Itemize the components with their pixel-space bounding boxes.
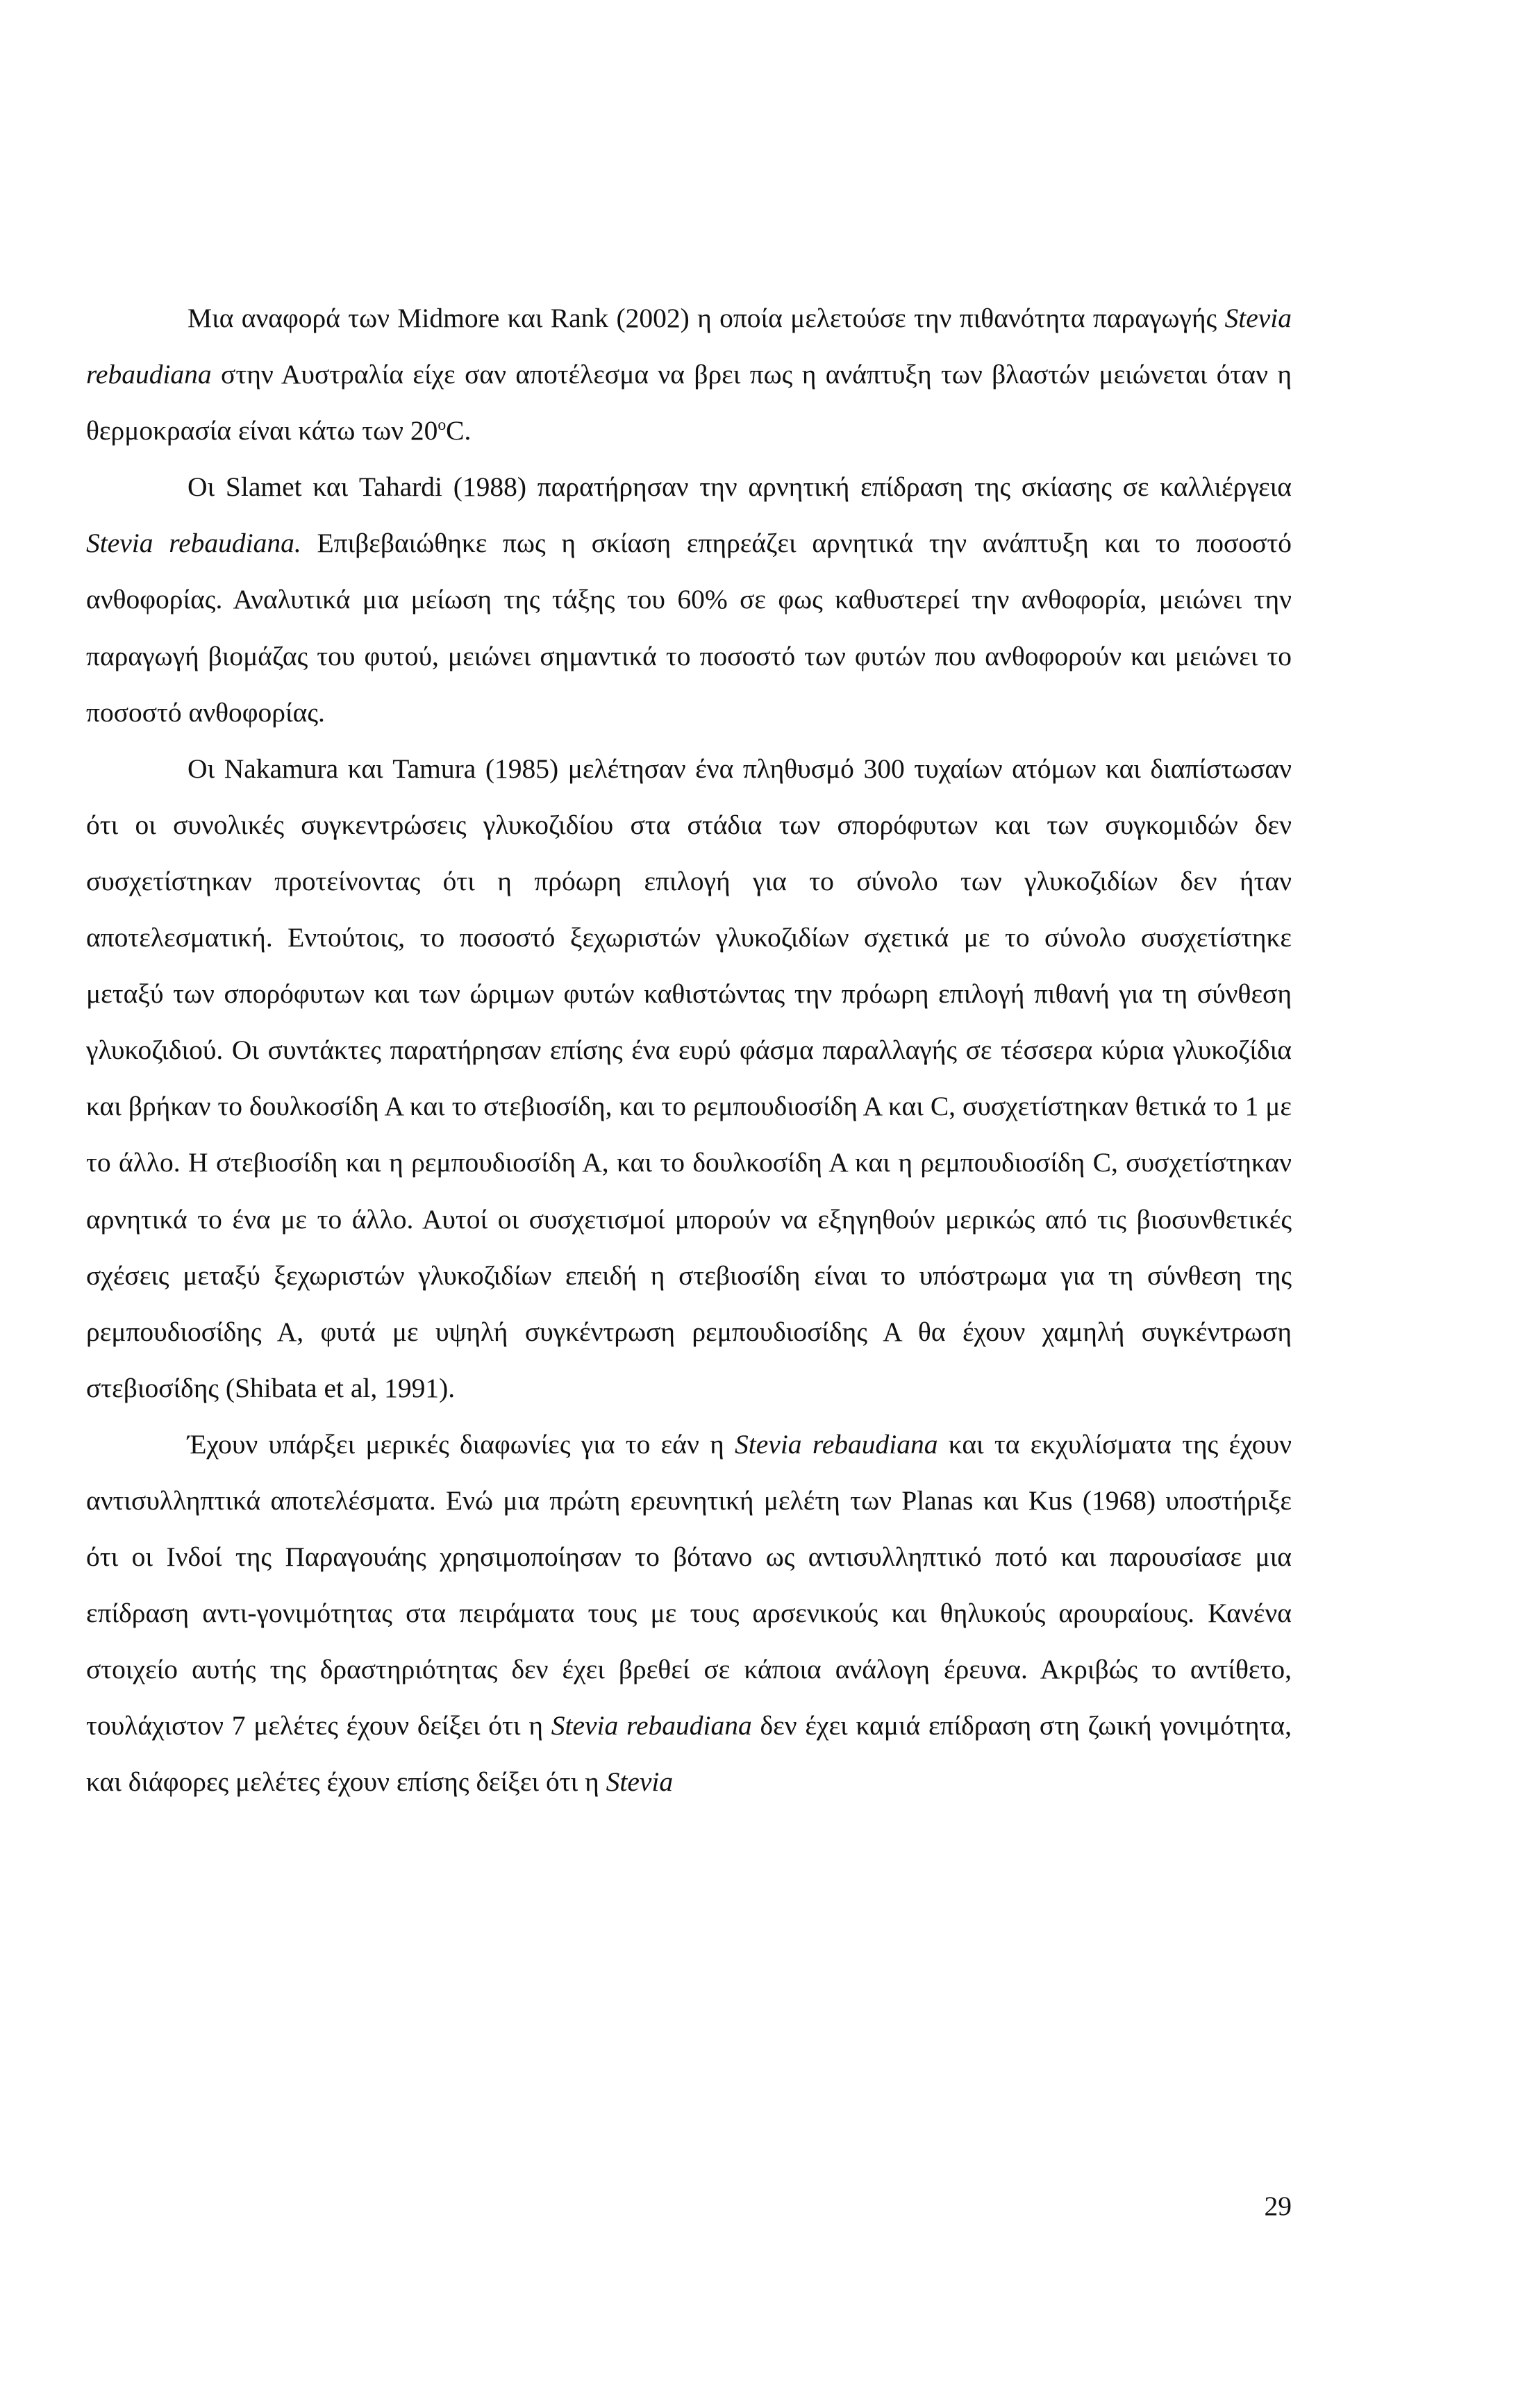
species-name-italic: Stevia rebaudiana	[735, 1428, 938, 1460]
text-run: δεν έχει καμιά επίδραση στη ζωική γονιμότητα, και διάφορες μελέτες έχουν επίσης δείξει ότι η	[86, 1710, 1292, 1798]
text-run: και τα εκχυλίσματα της έχουν αντισυλληπτικά αποτελέσματα. Ενώ μια πρώτη ερευνητική μελέτη των Planas και Kus (1968) υποστήριξε ότι οι Ινδοί της Παραγουάης χρησιμοποίησαν το βότανο ως αντισυλληπτικό ποτό και παρουσίασε μια επίδραση αντι-γονιμότητας στα πειράματα τους με τους αρσενικούς και θηλυκούς αρουραίους. Κανένα στοιχείο αυτής της δραστηριότητας δεν έχει βρεθεί σε κάποια ανάλογη έρευνα. Ακριβώς το αντίθετο, τουλάχιστον 7 μελέτες έχουν δείξει ότι η	[86, 1428, 1292, 1741]
text-run: Επιβεβαιώθηκε πως η σκίαση επηρεάζει αρνητικά την ανάπτυξη και το ποσοστό ανθοφορίας. Αναλυτικά μια μείωση της τάξης του 60% σε φως καθυστερεί την ανθοφορία, μειώνει την παραγωγή βιομάζας του φυτού, μειώνει σημαντικά το ποσοστό των φυτών που ανθοφορούν και μειώνει το ποσοστό ανθοφορίας.	[86, 528, 1292, 728]
paragraph-midmore-rank	[86, 290, 1292, 459]
paragraph-contraceptive-effects	[86, 1416, 1292, 1811]
text-run: C.	[446, 415, 472, 446]
species-name-italic: Stevia rebaudiana	[86, 303, 1292, 390]
species-name-italic: Stevia rebaudiana	[551, 1710, 752, 1741]
text-run: Οι Nakamura και Tamura (1985) μελέτησαν ένα πληθυσμό 300 τυχαίων ατόμων και διαπίστωσαν ότι οι συνολικές συγκεντρώσεις γλυκοζιδίου στα στάδια των σπορόφυτων και των συγκομιδών δεν συσχετίστηκαν προτείνοντας ότι η πρόωρη επιλογή για το σύνολο των γλυκοζιδίων δεν ήταν αποτελεσματική. Εντούτοις, το ποσοστό ξεχωριστών γλυκοζιδίων σχετικά με το σύνολο συσχετίστηκε μεταξύ των σπορόφυτων και των ώριμων φυτών καθιστώντας την πρόωρη επιλογή πιθανή για τη σύνθεση γλυκοζιδιού. Οι συντάκτες παρατήρησαν επίσης ένα ευρύ φάσμα παραλλαγής σε τέσσερα κύρια γλυκοζίδια και βρήκαν το δουλκοσίδη Α και το στεβιοσίδη, και το ρεμπουδιοσίδη Α και C, συσχετίστηκαν θετικά το 1 με το άλλο. Η στεβιοσίδη και η ρεμπουδιοσίδη Α, και το δουλκοσίδη Α και η ρεμπουδιοσίδη C, συσχετίστηκαν αρνητικά το ένα με το άλλο. Αυτοί οι συσχετισμοί μπορούν να εξηγηθούν μερικώς από τις βιοσυνθετικές σχέσεις μεταξύ ξεχωριστών γλυκοζιδίων επειδή η στεβιοσίδη είναι το υπόστρωμα για τη σύνθεση της ρεμπουδιοσίδης Α, φυτά με υψηλή συγκέντρωση ρεμπουδιοσίδης Α θα έχουν χαμηλή συγκέντρωση στεβιοσίδης (Shibata et al, 1991).	[86, 753, 1292, 1403]
paragraph-nakamura-tamura	[86, 741, 1292, 1416]
text-run: Μια αναφορά των Midmore και Rank (2002) η οποία μελετούσε την πιθανότητα παραγωγής	[188, 303, 1225, 333]
degree-superscript: ο	[438, 416, 447, 435]
text-run: Οι Slamet και Tahardi (1988) παρατήρησαν την αρνητική επίδραση της σκίασης σε καλλιέργεια	[188, 471, 1292, 503]
paragraph-slamet-tahardi	[86, 459, 1292, 740]
text-run: στην Αυστραλία είχε σαν αποτέλεσμα να βρει πως η ανάπτυξη των βλαστών μειώνεται όταν η θερμοκρασία είναι κάτω των 20	[86, 359, 1292, 446]
document-body	[86, 290, 1292, 1811]
page-number: 29	[1264, 2191, 1292, 2221]
species-name-italic: Stevia	[606, 1766, 674, 1798]
species-name-italic: Stevia rebaudiana.	[86, 528, 301, 559]
text-run: Έχουν υπάρξει μερικές διαφωνίες για το εάν η	[188, 1428, 735, 1460]
